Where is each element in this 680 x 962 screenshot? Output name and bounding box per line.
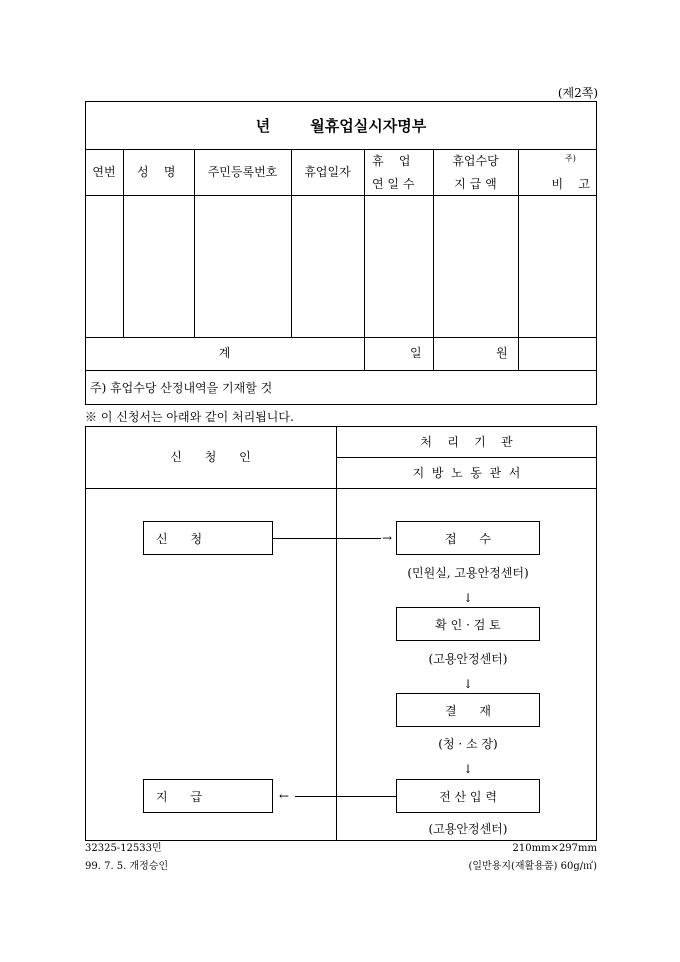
header-days-1: 휴 업 (372, 154, 411, 168)
step-receipt-box (396, 521, 540, 555)
arrow-down-icon: ↓ (463, 591, 474, 605)
pay-connector (295, 796, 396, 797)
total-label: 계 (218, 346, 231, 360)
form-code: 32325-12533민 (85, 843, 162, 854)
title-main: 월휴업실시자명부 (310, 116, 427, 135)
step-review-box (396, 607, 540, 641)
paper-spec: (일반용지(재활용품) 60g/㎡) (468, 861, 597, 872)
header-date: 휴업일자 (304, 165, 351, 179)
step-receipt-sub: (민원실, 고용안정센터) (407, 566, 529, 580)
step-entry-sub: (고용안정센터) (428, 822, 508, 836)
arrow-left-icon: ← (279, 789, 290, 803)
applicant-header: 신 청 인 (170, 450, 251, 464)
footnote: 주) 휴업수당 산정내역을 기재할 것 (90, 381, 273, 395)
step-receipt-label: 접 수 (444, 531, 492, 546)
arrow-down-icon: ↓ (463, 677, 474, 691)
form-title (85, 101, 597, 149)
pay-box (143, 779, 273, 813)
approval-date: 99. 7. 5. 개정승인 (85, 861, 169, 872)
title-year: 년 (255, 116, 271, 135)
pay-label: 지 급 (156, 789, 203, 804)
step-review-sub: (고용안정센터) (428, 652, 508, 666)
step-approval-sub: (청 · 소 장) (438, 737, 498, 751)
step-review-label: 확 인 · 검 토 (435, 617, 501, 632)
total-days-unit: 일 (410, 346, 422, 360)
arrow-down-icon: ↓ (463, 762, 474, 776)
step-approval-box (396, 693, 540, 727)
paper-size: 210mm×297mm (512, 843, 597, 854)
apply-connector (273, 538, 381, 539)
header-amount-1: 휴업수당 (452, 154, 499, 168)
arrow-right-icon: → (382, 531, 393, 545)
header-id-number: 주민등록번호 (207, 165, 278, 179)
header-days-2: 연 일 수 (372, 177, 415, 191)
header-note-mark: 주) (565, 154, 576, 163)
agency-sub-header: 지 방 노 동 관 서 (412, 466, 521, 480)
step-entry-box (396, 779, 540, 813)
total-amount-unit: 원 (496, 346, 508, 360)
process-intro: ※ 이 신청서는 아래와 같이 처리됩니다. (85, 410, 294, 424)
header-no: 연번 (92, 165, 116, 179)
step-entry-label: 전 산 입 력 (439, 789, 497, 804)
header-name: 성 명 (137, 165, 176, 179)
step-approval-label: 결 재 (444, 703, 492, 718)
header-amount-2: 지 급 액 (454, 177, 497, 191)
apply-box (143, 521, 273, 555)
apply-label: 신 청 (156, 531, 203, 546)
header-note: 비 고 (551, 177, 590, 191)
page-number-label: (제2쪽) (557, 86, 598, 100)
agency-header: 처 리 기 관 (420, 435, 513, 449)
